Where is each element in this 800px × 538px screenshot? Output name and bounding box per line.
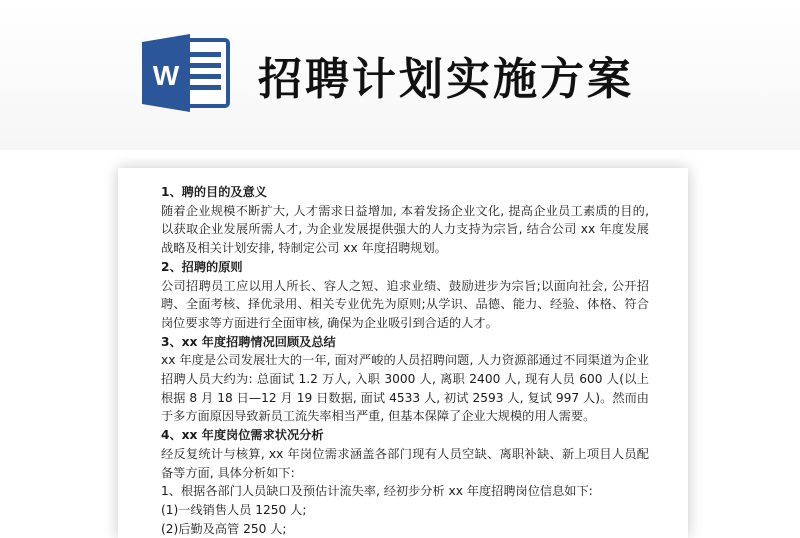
document-body	[161, 183, 649, 538]
paragraph: xx 年度是公司发展壮大的一年, 面对严峻的人员招聘问题, 人力资源部通过不同渠道为企业招聘人员大约为: 总面试 1.2 万人, 入职 3000 人, 离职 2400 人, 现有人员 600 人(以上根据 8 月 18 日—12 月 19 日数据, 面试 4533 人, 初试 2593 人, 复试 997 人)。然而由于多方面原因导致新员工流失率相当严重, 但基本保障了企业大规模的用人需要。	[161, 353, 649, 424]
paragraph: 1、根据各部门人员缺口及预估计流失率, 经初步分析 xx 年度招聘岗位信息如下:	[161, 484, 593, 499]
section-heading: 3、xx 年度招聘情况回顾及总结	[161, 334, 336, 349]
paragraph: 公司招聘员工应以用人所长、容人之短、追求业绩、鼓励进步为宗旨;以面向社会, 公开招聘、全面考核、择优录用、相关专业优先为原则;从学识、品德、能力、经验、体格、符合岗位要求等方面进行全面审核, 确保为企业吸引到合适的人才。	[161, 278, 649, 330]
page-title: 招聘计划实施方案	[258, 54, 634, 105]
section-heading: 2、招聘的原则	[161, 259, 243, 274]
section-heading: 4、xx 年度岗位需求状况分析	[161, 428, 324, 443]
section-heading: 1、聘的目的及意义	[161, 185, 267, 199]
list-item: (1)一线销售人员 1250 人;	[161, 502, 307, 517]
svg-text:W: W	[152, 60, 180, 91]
paragraph: 随着企业规模不断扩大, 人才需求日益增加, 本着发扬企业文化, 提高企业员工素质的目的, 以获取企业发展所需人才, 为企业发展提供强大的人力支持为宗旨, 结合公司 xx 年度发展战略及相关计划安排, 特制定公司 xx 年度招聘规划。	[161, 203, 649, 256]
paragraph: 经反复统计与核算, xx 年岗位需求涵盖各部门现有人员空缺、离职补缺、新上项目人员配备等方面, 具体分析如下:	[161, 446, 649, 480]
list-item: (2)后勤及高管 250 人;	[161, 521, 287, 536]
document-page	[118, 168, 688, 538]
word-document-icon	[140, 32, 232, 114]
